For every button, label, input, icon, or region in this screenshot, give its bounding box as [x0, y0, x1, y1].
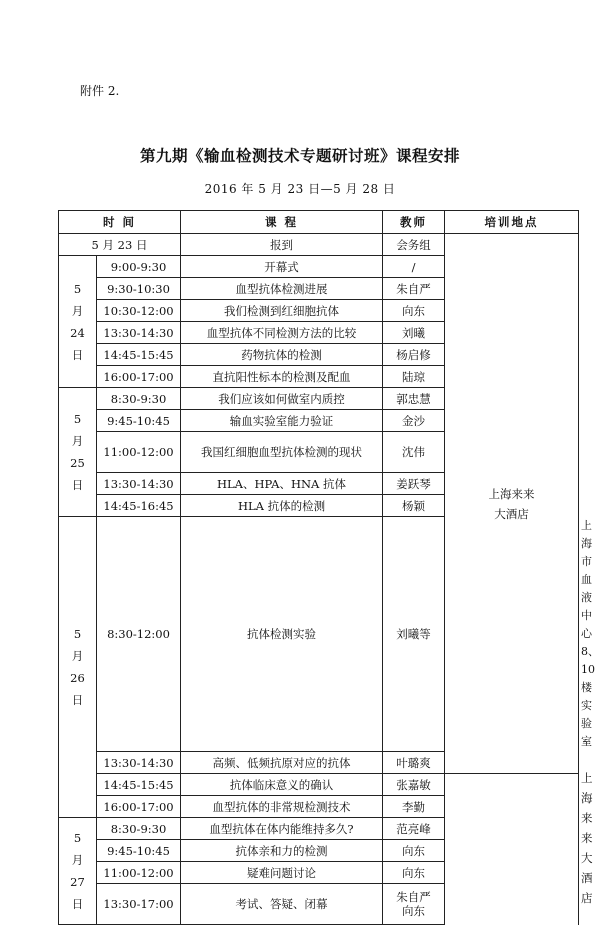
course-cell: 抗体临床意义的确认 — [181, 774, 383, 796]
day27-label-day: 27 — [70, 875, 85, 889]
day27-label-ri: 日 — [71, 897, 84, 911]
time-cell: 9:00-9:30 — [97, 256, 181, 278]
day26-label-month: 月 — [71, 649, 84, 663]
teacher-cell: / — [383, 256, 445, 278]
time-cell: 16:00-17:00 — [97, 366, 181, 388]
location-hotel-1 — [445, 234, 579, 774]
course-cell: 直抗阳性标本的检测及配血 — [181, 366, 383, 388]
time-cell: 9:45-10:45 — [97, 840, 181, 862]
time-cell: 8:30-9:30 — [97, 388, 181, 410]
course-cell: 药物抗体的检测 — [181, 344, 383, 366]
teacher-cell: 刘曦 — [383, 322, 445, 344]
day25-label-month: 月 — [71, 434, 84, 448]
day26-label-ri: 日 — [71, 693, 84, 707]
time-cell: 13:30-14:30 — [97, 322, 181, 344]
table-row — [59, 796, 579, 818]
table-row — [59, 234, 579, 256]
teacher-cell: 向东 — [383, 840, 445, 862]
day25-label-day: 25 — [70, 456, 85, 470]
course-cell: 开幕式 — [181, 256, 383, 278]
time-cell: 13:30-14:30 — [97, 752, 181, 774]
day24-label-day: 24 — [70, 325, 85, 340]
course-cell: 血型抗体在体内能维持多久? — [181, 818, 383, 840]
teacher-cell: 范亮峰 — [383, 818, 445, 840]
course-cell: 抗体亲和力的检测 — [181, 840, 383, 862]
time-cell: 14:45-16:45 — [97, 495, 181, 517]
page-title: 第九期《输血检测技术专题研讨班》课程安排 — [139, 147, 460, 165]
time-cell: 14:45-15:45 — [97, 344, 181, 366]
day25-label-month-num: 5 — [73, 412, 82, 426]
teacher-cell: 向东 — [383, 300, 445, 322]
table-row — [59, 774, 579, 796]
course-cell: 我们检测到红细胞抗体 — [181, 300, 383, 322]
header-row — [59, 211, 579, 234]
course-cell: 输血实验室能力验证 — [181, 410, 383, 432]
teacher-cell: 张嘉敏 — [383, 774, 445, 796]
day26-label-month-num: 5 — [73, 627, 82, 641]
location-hotel-1-line2: 大酒店 — [494, 506, 529, 521]
day24-label-month: 月 — [71, 303, 84, 318]
teacher-cell: 杨颖 — [383, 495, 445, 517]
time-cell: 16:00-17:00 — [97, 796, 181, 818]
time-cell: 9:45-10:45 — [97, 410, 181, 432]
teacher-cell — [383, 884, 445, 925]
date-range: 2016 年 5 月 23 日—5 月 28 日 — [204, 182, 396, 196]
attachment-label: 附件 2. — [80, 84, 120, 98]
day27-label — [59, 818, 97, 925]
teacher-cell: 金沙 — [383, 410, 445, 432]
teacher-cell: 杨启修 — [383, 344, 445, 366]
teacher-line1: 朱自严 — [396, 890, 431, 904]
location-hotel-2-line1: 上海来来 — [581, 771, 593, 845]
location-hotel-2-line2: 大酒店 — [581, 851, 593, 905]
time-cell: 8:30-12:00 — [97, 517, 181, 752]
course-cell: 血型抗体不同检测方法的比较 — [181, 322, 383, 344]
course-cell: 我国红细胞血型抗体检测的现状 — [181, 432, 383, 473]
day25-label-ri: 日 — [71, 478, 84, 492]
course-cell: 高频、低频抗原对应的抗体 — [181, 752, 383, 774]
day24-label-ri: 日 — [71, 347, 84, 362]
time-cell: 9:30-10:30 — [97, 278, 181, 300]
day23-teacher: 会务组 — [383, 234, 445, 256]
time-cell: 11:00-12:00 — [97, 432, 181, 473]
course-cell: 血型抗体检测进展 — [181, 278, 383, 300]
teacher-cell: 叶璐爽 — [383, 752, 445, 774]
location-lab-line1: 上海市血液中心 — [581, 519, 593, 640]
teacher-cell: 姜跃琴 — [383, 473, 445, 495]
course-cell: HLA 抗体的检测 — [181, 495, 383, 517]
schedule-table — [58, 210, 600, 925]
course-cell: 血型抗体的非常规检测技术 — [181, 796, 383, 818]
day23-course: 报到 — [181, 234, 383, 256]
time-cell: 13:30-17:00 — [97, 884, 181, 925]
teacher-cell: 陆琼 — [383, 366, 445, 388]
course-cell: 考试、答疑、闭幕 — [181, 884, 383, 925]
table-row — [59, 884, 579, 925]
table-row — [59, 840, 579, 862]
location-lab-line2: 8、10 楼实验室 — [581, 645, 600, 748]
time-cell: 11:00-12:00 — [97, 862, 181, 884]
time-cell: 10:30-12:00 — [97, 300, 181, 322]
location-hotel-1-line1: 上海来来 — [488, 486, 535, 501]
header-teacher: 教师 — [383, 211, 445, 234]
day27-label-month: 月 — [71, 853, 84, 867]
time-cell: 8:30-9:30 — [97, 818, 181, 840]
header-location: 培训地点 — [445, 211, 579, 234]
day24-label-month-num: 5 — [73, 281, 82, 296]
teacher-cell: 沈伟 — [383, 432, 445, 473]
time-cell: 14:45-15:45 — [97, 774, 181, 796]
teacher-cell: 李勤 — [383, 796, 445, 818]
header-course: 课 程 — [181, 211, 383, 234]
teacher-cell: 郭忠慧 — [383, 388, 445, 410]
teacher-cell: 向东 — [383, 862, 445, 884]
course-cell: 我们应该如何做室内质控 — [181, 388, 383, 410]
time-cell: 13:30-14:30 — [97, 473, 181, 495]
day27-label-month-num: 5 — [73, 831, 82, 845]
day23-date: 5 月 23 日 — [59, 234, 181, 256]
day26-label-day: 26 — [70, 671, 85, 685]
table-row — [59, 862, 579, 884]
teacher-cell: 朱自严 — [383, 278, 445, 300]
day24-label — [59, 256, 97, 388]
course-cell: 抗体检测实验 — [181, 517, 383, 752]
day25-label — [59, 388, 97, 517]
header-time: 时 间 — [59, 211, 181, 234]
teacher-cell: 刘曦等 — [383, 517, 445, 752]
table-row — [59, 818, 579, 840]
course-cell: 疑难问题讨论 — [181, 862, 383, 884]
day26-label — [59, 517, 97, 818]
teacher-line2: 向东 — [402, 904, 426, 918]
course-cell: HLA、HPA、HNA 抗体 — [181, 473, 383, 495]
